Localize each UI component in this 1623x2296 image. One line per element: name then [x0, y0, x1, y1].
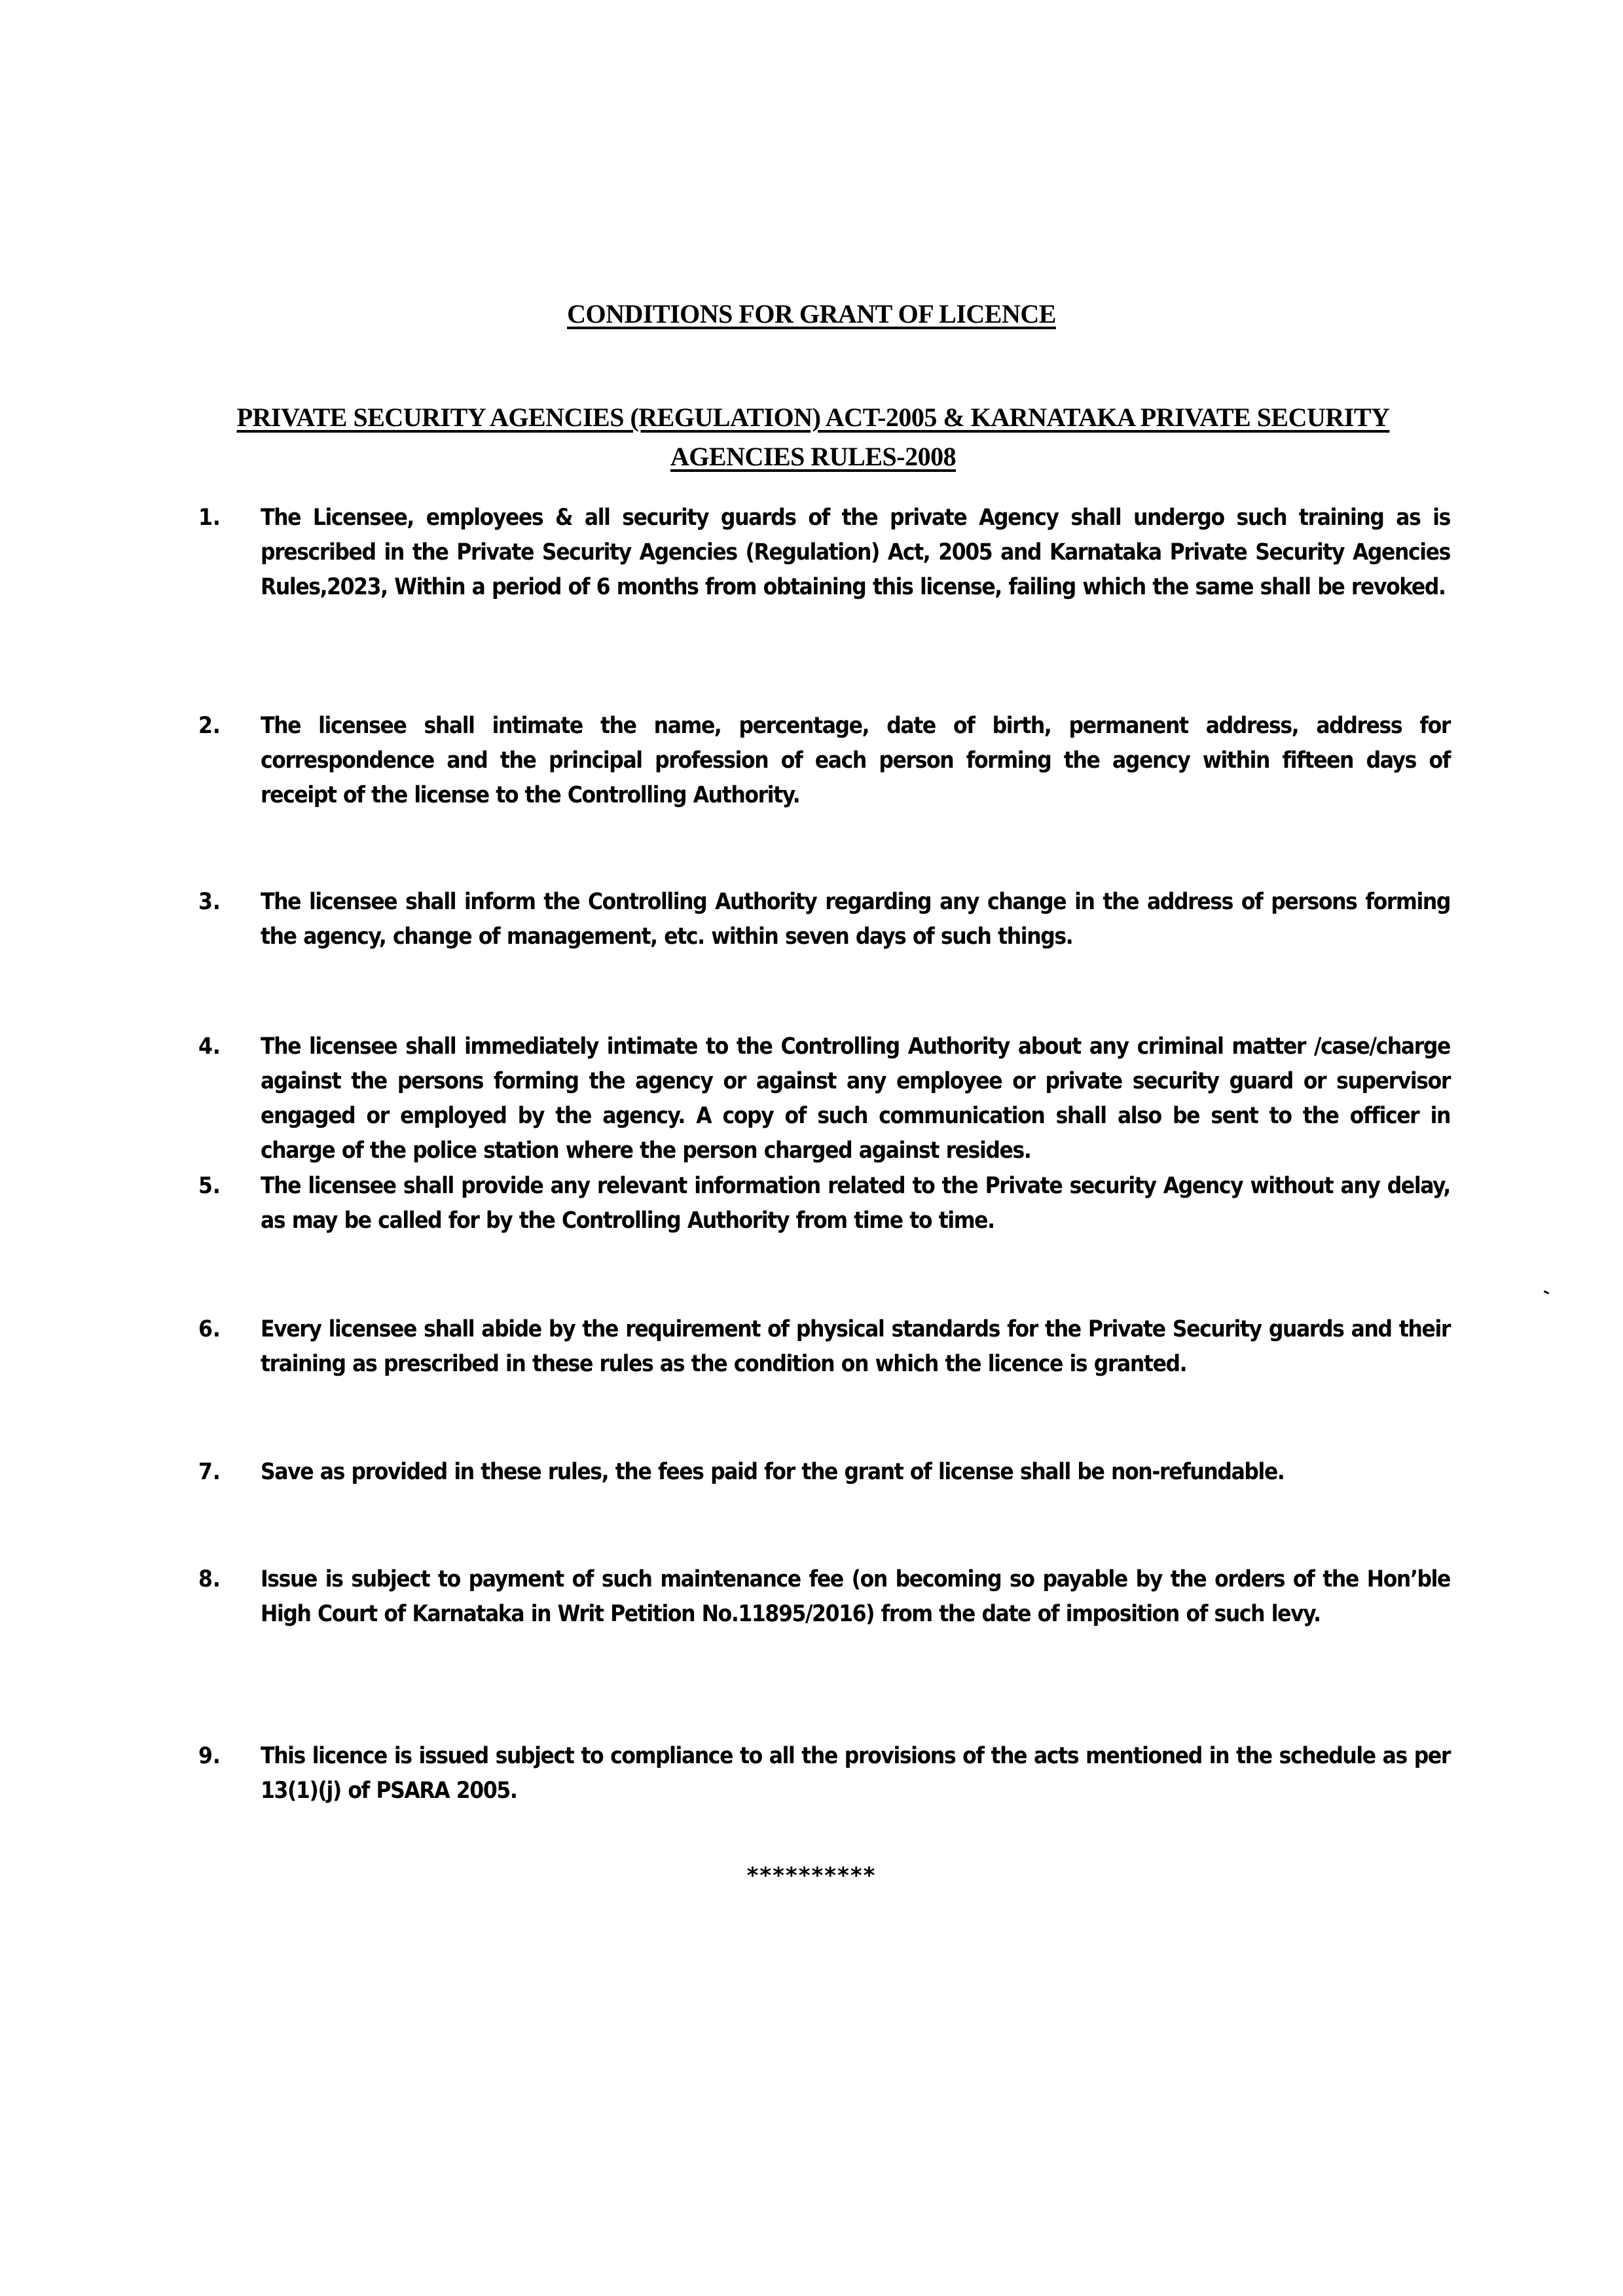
document-title-text: CONDITIONS FOR GRANT OF LICENCE [567, 299, 1056, 329]
condition-text: The licensee shall immediately intimate to the Controlling Authority about any criminal matter /case/charge against the persons forming the agency or against any employee or private security guard or supervisor engaged or employed by the agency. A copy of such communication shall also be sent to the officer in charge of the police station where the person charged against resides. [261, 1033, 1450, 1164]
condition-text: Every licensee shall abide by the requirement of physical standards for the Private Security guards and their training as prescribed in these rules as the condition on which the licence is granted. [261, 1316, 1450, 1377]
condition-number: 4. [198, 1033, 221, 1060]
condition-number: 6. [198, 1316, 221, 1342]
condition-item-9 [196, 1739, 1450, 1808]
condition-text: Save as provided in these rules, the fees paid for the grant of license shall be non-refundable. [261, 1459, 1285, 1485]
condition-number: 9. [198, 1743, 221, 1769]
condition-item-8 [196, 1562, 1450, 1632]
condition-text: The licensee shall provide any relevant information related to the Private security Agency without any delay, as may be called for by the Controlling Authority from time to time. [261, 1173, 1450, 1234]
condition-text: This licence is issued subject to compliance to all the provisions of the acts mentioned in the schedule as per 13(1)(j) of PSARA 2005. [261, 1743, 1450, 1804]
condition-number: 8. [198, 1566, 221, 1592]
document-subtitle [204, 398, 1422, 476]
condition-text: The Licensee, employees & all security guards of the private Agency shall undergo such training as is prescribed in the Private Security Agencies (Regulation) Act, 2005 and Karnataka Private Security Agencies Rules,2023, Within a period of 6 months from obtaining this license, failing which the same shall be revoked. [261, 505, 1450, 600]
condition-item-5 [196, 1169, 1450, 1238]
condition-item-1 [196, 501, 1450, 605]
end-of-document-marker: ********** [746, 1863, 877, 1889]
condition-item-7 [196, 1455, 1450, 1490]
document-title [0, 296, 1623, 332]
condition-number: 2. [198, 713, 221, 739]
condition-text: The licensee shall inform the Controlling Authority regarding any change in the address of persons forming the agency, change of management, etc. within seven days of such things. [261, 889, 1450, 950]
scan-artifact [1544, 1290, 1550, 1294]
condition-number: 1. [198, 505, 221, 531]
condition-item-2 [196, 709, 1450, 813]
condition-item-6 [196, 1312, 1450, 1382]
condition-item-4 [196, 1030, 1450, 1168]
condition-number: 5. [198, 1173, 221, 1199]
document-subtitle-text: PRIVATE SECURITY AGENCIES (REGULATION) ACT-2005 & KARNATAKA PRIVATE SECURITY AGENCIES RULES-2008 [236, 403, 1390, 471]
condition-text: The licensee shall intimate the name, percentage, date of birth, permanent address, address for correspondence and the principal profession of each person forming the agency within fifteen days of receipt of the license to the Controlling Authority. [261, 713, 1450, 808]
condition-item-3 [196, 885, 1450, 954]
condition-text: Issue is subject to payment of such maintenance fee (on becoming so payable by the orders of the Hon’ble High Court of Karnataka in Writ Petition No.11895/2016) from the date of imposition of such levy. [261, 1566, 1450, 1627]
condition-number: 7. [198, 1459, 221, 1485]
condition-number: 3. [198, 889, 221, 915]
